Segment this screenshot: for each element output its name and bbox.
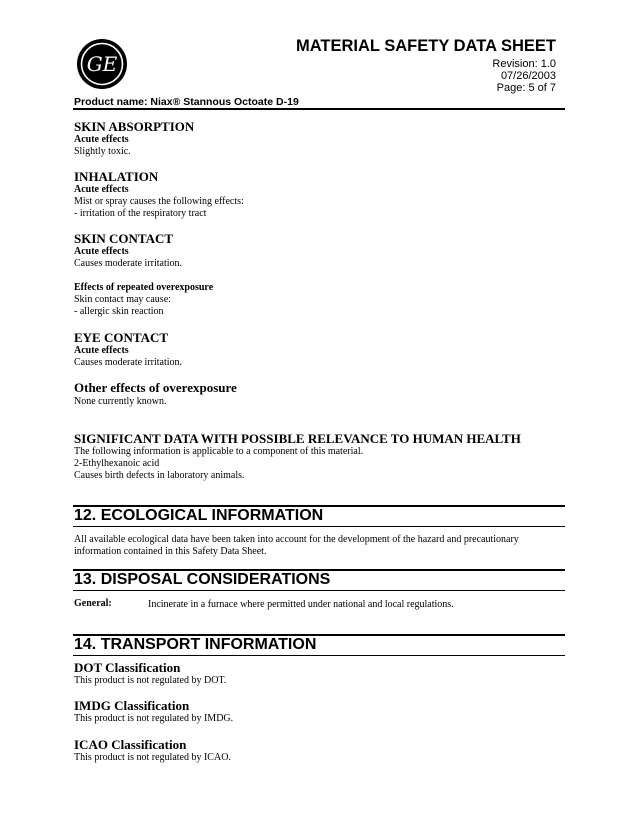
- skin-contact-acute-label: Acute effects: [74, 246, 129, 257]
- skin-contact-line1: Skin contact may cause:: [74, 294, 171, 305]
- header-rule: [73, 108, 565, 110]
- skin-contact-line2: - allergic skin reaction: [74, 306, 164, 317]
- section14-title: 14. TRANSPORT INFORMATION: [74, 636, 317, 653]
- revision-date: 07/26/2003: [500, 70, 556, 82]
- eye-contact-text: Causes moderate irritation.: [74, 357, 183, 368]
- other-effects-heading: Other effects of overexposure: [74, 380, 237, 395]
- significant-data-line2: 2-Ethylhexanoic acid: [74, 458, 160, 469]
- skin-absorption-text: Slightly toxic.: [74, 146, 131, 157]
- skin-absorption-acute-label: Acute effects: [74, 134, 129, 145]
- dot-text: This product is not regulated by DOT.: [74, 675, 227, 686]
- inhalation-line1: Mist or spray causes the following effects:: [74, 196, 244, 207]
- disposal-general-text: Incinerate in a furnace where permitted under national and local regulations.: [148, 599, 454, 610]
- skin-absorption-heading: SKIN ABSORPTION: [74, 119, 195, 134]
- disposal-general-label: General:: [74, 598, 112, 609]
- other-effects-text: None currently known.: [74, 396, 167, 407]
- skin-contact-heading: SKIN CONTACT: [74, 231, 174, 246]
- eye-contact-acute-label: Acute effects: [74, 345, 129, 356]
- section12-line2: information contained in this Safety Data Sheet.: [74, 546, 267, 557]
- icao-text: This product is not regulated by ICAO.: [74, 752, 231, 763]
- eye-contact-heading: EYE CONTACT: [74, 330, 169, 345]
- significant-data-heading: SIGNIFICANT DATA WITH POSSIBLE RELEVANCE TO HUMAN HEALTH: [74, 431, 521, 446]
- page-number: Page: 5 of 7: [496, 82, 556, 94]
- significant-data-line3: Causes birth defects in laboratory animals.: [74, 470, 245, 481]
- ge-logo-text: GE: [86, 52, 118, 76]
- section12-title: 12. ECOLOGICAL INFORMATION: [74, 507, 324, 524]
- ge-logo: [76, 38, 128, 90]
- skin-contact-acute-text: Causes moderate irritation.: [74, 258, 183, 269]
- document-title: MATERIAL SAFETY DATA SHEET: [295, 37, 556, 55]
- section12-bottom-rule: [73, 526, 565, 527]
- imdg-heading: IMDG Classification: [74, 698, 190, 713]
- inhalation-heading: INHALATION: [74, 169, 159, 184]
- skin-contact-repeated-label: Effects of repeated overexposure: [74, 282, 214, 293]
- revision: Revision: 1.0: [492, 58, 556, 70]
- section13-title: 13. DISPOSAL CONSIDERATIONS: [74, 571, 331, 588]
- section13-bottom-rule: [73, 590, 565, 591]
- inhalation-acute-label: Acute effects: [74, 184, 129, 195]
- icao-heading: ICAO Classification: [74, 737, 187, 752]
- imdg-text: This product is not regulated by IMDG.: [74, 713, 234, 724]
- inhalation-line2: - irritation of the respiratory tract: [74, 208, 207, 219]
- significant-data-line1: The following information is applicable to a component of this material.: [74, 446, 364, 457]
- dot-heading: DOT Classification: [74, 660, 181, 675]
- product-name: Product name: Niax® Stannous Octoate D-19: [74, 96, 299, 108]
- section14-bottom-rule: [73, 655, 565, 656]
- section12-line1: All available ecological data have been taken into account for the development of the hazard and precautionary: [74, 534, 519, 545]
